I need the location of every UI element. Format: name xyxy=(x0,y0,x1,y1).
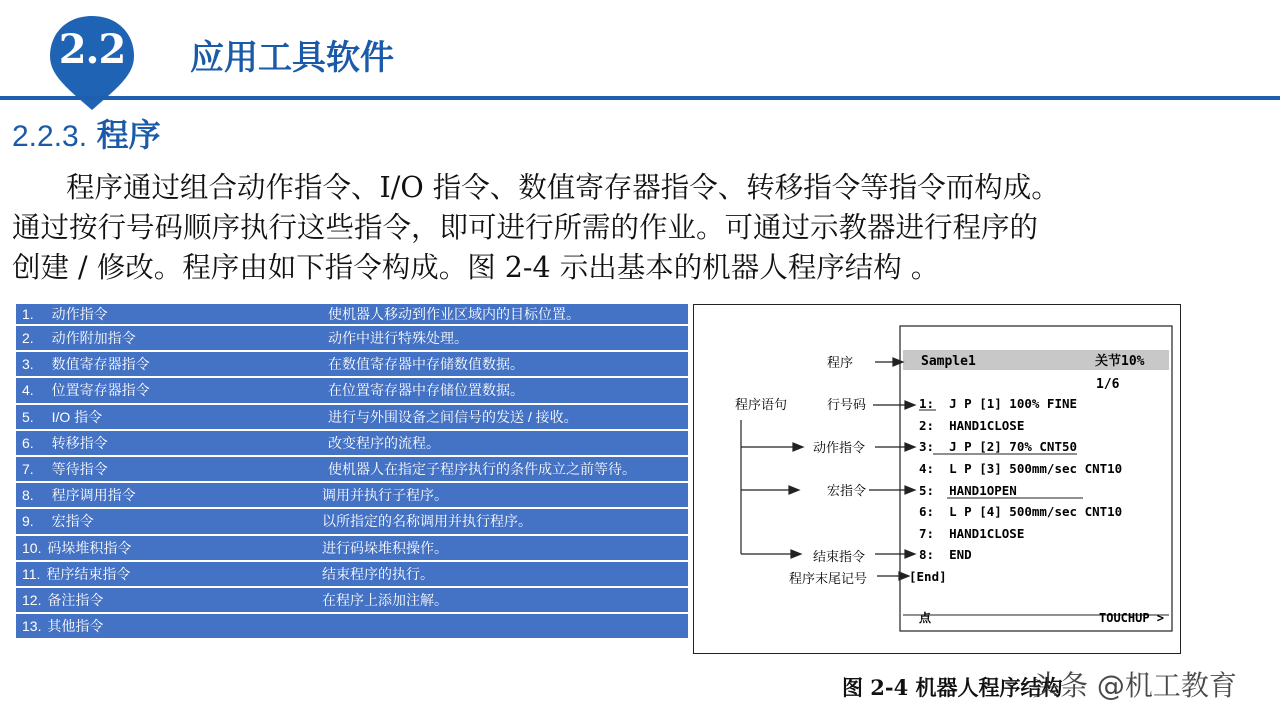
table-row xyxy=(16,509,688,535)
instruction-description: 改变程序的流程。 xyxy=(328,434,440,451)
program-line: 2: HAND1CLOSE xyxy=(919,418,1025,433)
screen-footer-left: 点 xyxy=(919,611,932,625)
table-row xyxy=(16,378,688,404)
instruction-label: 程序结束指令 xyxy=(46,565,131,582)
header-title: 应用工具软件 xyxy=(190,38,394,78)
section-number: 2.2.3. xyxy=(12,120,88,153)
instruction-label: 位置寄存器指令 xyxy=(51,382,150,399)
instruction-label: 等待指令 xyxy=(51,461,108,478)
program-line: 6: L P [4] 500mm/sec CNT10 xyxy=(919,504,1123,519)
screen-joint: 关节10% xyxy=(1095,354,1145,369)
instruction-label: 转移指令 xyxy=(51,434,108,451)
section-badge-number: 2.2 xyxy=(58,26,126,73)
instruction-number: 7. xyxy=(22,461,34,478)
screen-title: Sample1 xyxy=(921,354,976,369)
table-row xyxy=(16,457,688,483)
instruction-label: 动作指令 xyxy=(51,306,108,322)
instruction-number: 13. xyxy=(22,618,42,635)
instruction-name xyxy=(22,485,136,505)
instruction-label: 程序调用指令 xyxy=(51,487,136,504)
instruction-name xyxy=(22,511,94,531)
paragraph-line-2: 通过按行号码顺序执行这些指令，即可进行所需的作业。可通过示教器进行程序的 xyxy=(12,211,1039,244)
program-structure-diagram xyxy=(693,304,1181,654)
instruction-description: 在程序上添加注解。 xyxy=(322,591,448,608)
instruction-description: 使机器人移动到作业区域内的目标位置。 xyxy=(328,306,580,322)
instruction-number: 2. xyxy=(22,330,34,347)
instruction-number: 12. xyxy=(22,591,42,608)
label-program: 程序 xyxy=(827,356,854,371)
instruction-label: 数值寄存器指令 xyxy=(51,356,150,373)
table-row xyxy=(16,483,688,509)
diagram-arrows xyxy=(741,358,915,580)
label-end: 结束指令 xyxy=(813,550,866,565)
instruction-number: 9. xyxy=(22,513,34,530)
watermark: 头条 @机工教育 xyxy=(1032,669,1237,702)
instruction-number: 6. xyxy=(22,434,34,451)
header-rule xyxy=(0,96,1280,100)
instruction-label: 备注指令 xyxy=(47,591,104,608)
instruction-description: 调用并执行子程序。 xyxy=(322,487,448,504)
figure-caption: 图 2-4 机器人程序结构 xyxy=(842,675,1063,700)
instruction-name xyxy=(22,354,150,374)
paragraph-line-3: 创建 / 修改。程序由如下指令构成。图 2-4 示出基本的机器人程序结构 。 xyxy=(12,251,940,284)
instruction-name xyxy=(22,616,103,636)
instruction-description: 结束程序的执行。 xyxy=(322,565,434,582)
instruction-name xyxy=(22,564,130,584)
table-row xyxy=(16,536,688,562)
instruction-label: 宏指令 xyxy=(51,513,94,530)
screen-page: 1/6 xyxy=(1096,377,1120,392)
label-macro: 宏指令 xyxy=(827,484,867,499)
instruction-number: 11. xyxy=(22,565,41,582)
label-end-marker: 程序末尾记号 xyxy=(789,572,868,587)
program-line: 1: J P [1] 100% FINE xyxy=(919,396,1078,411)
pendant-screen xyxy=(900,326,1172,631)
instruction-description: 在位置寄存器中存储位置数据。 xyxy=(328,382,524,399)
table-row xyxy=(16,588,688,614)
program-line: 7: HAND1CLOSE xyxy=(919,526,1025,541)
instruction-description: 进行码垛堆积操作。 xyxy=(322,539,448,556)
instruction-number: 3. xyxy=(22,356,34,373)
instruction-name xyxy=(22,433,108,453)
program-line: 8: END xyxy=(919,547,972,562)
instruction-number: 5. xyxy=(22,408,34,425)
table-row xyxy=(16,614,688,640)
instruction-number: 10. xyxy=(22,539,42,556)
instruction-table xyxy=(16,304,688,640)
instruction-description: 进行与外围设备之间信号的发送 / 接收。 xyxy=(328,408,578,425)
program-line: 3: J P [2] 70% CNT50 xyxy=(919,439,1078,454)
label-line-number: 行号码 xyxy=(827,398,867,413)
instruction-description: 在数值寄存器中存储数值数据。 xyxy=(328,356,524,373)
program-line: 5: HAND1OPEN xyxy=(919,483,1017,498)
instruction-name xyxy=(22,380,150,400)
table-row xyxy=(16,405,688,431)
instruction-description: 动作中进行特殊处理。 xyxy=(328,330,468,347)
table-row xyxy=(16,326,688,352)
instruction-name xyxy=(22,459,108,479)
instruction-name xyxy=(22,538,131,558)
table-row xyxy=(16,304,688,326)
instruction-name xyxy=(22,328,136,348)
instruction-name xyxy=(22,304,108,324)
table-row xyxy=(16,431,688,457)
instruction-name xyxy=(22,590,103,610)
table-row xyxy=(16,352,688,378)
paragraph-line-1: 程序通过组合动作指令、I/O 指令、数值寄存器指令、转移指令等指令而构成。 xyxy=(66,171,1060,204)
instruction-label: 码垛堆积指令 xyxy=(47,539,132,556)
instruction-label: 动作附加指令 xyxy=(51,330,136,347)
label-motion: 动作指令 xyxy=(813,441,866,456)
section-name: 程序 xyxy=(96,116,161,154)
program-line: 4: L P [3] 500mm/sec CNT10 xyxy=(919,461,1123,476)
label-statement: 程序语句 xyxy=(735,398,788,413)
program-end-marker: [End] xyxy=(909,569,947,584)
body-paragraph xyxy=(12,168,1272,288)
screen-footer-right: TOUCHUP > xyxy=(1099,611,1165,625)
table-row xyxy=(16,562,688,588)
instruction-description: 使机器人在指定子程序执行的条件成立之前等待。 xyxy=(328,461,636,478)
instruction-number: 4. xyxy=(22,382,34,399)
instruction-number: 8. xyxy=(22,487,34,504)
instruction-label: I/O 指令 xyxy=(51,408,103,425)
instruction-name xyxy=(22,407,102,427)
instruction-description: 以所指定的名称调用并执行程序。 xyxy=(322,513,532,530)
instruction-number: 1. xyxy=(22,306,34,322)
section-title xyxy=(12,110,161,156)
instruction-label: 其他指令 xyxy=(47,618,104,635)
